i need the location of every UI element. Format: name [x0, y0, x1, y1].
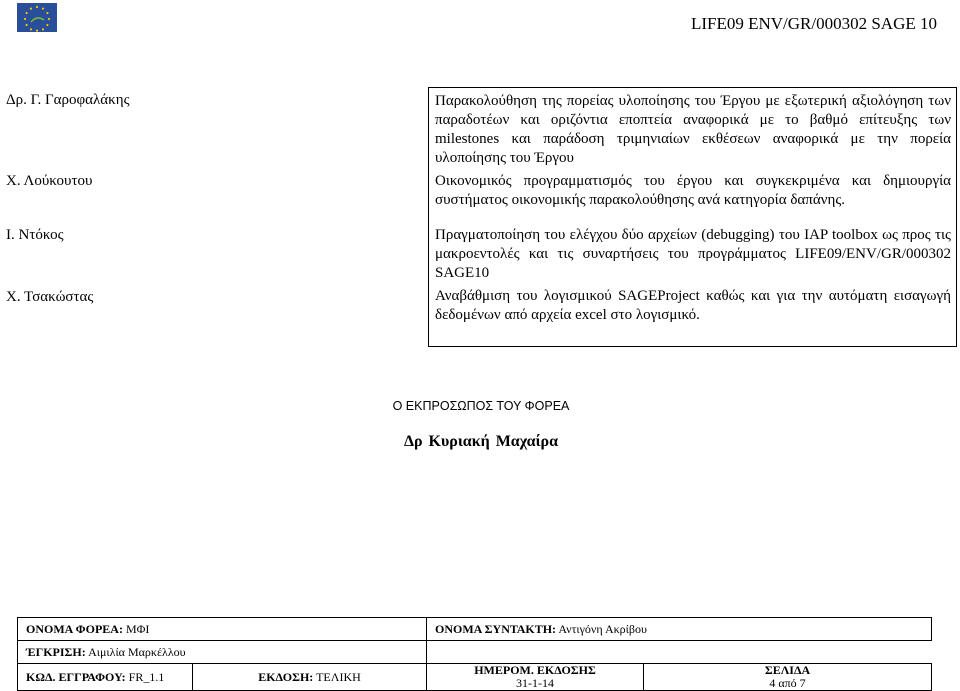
task-description: Οικονομικός προγραμματισμός του έργου και συγκεκριμένα και δημιουργία συστήματος οικονομικής παρακολούθησης ανά κατηγορία δαπάνης. — [435, 173, 951, 208]
org-cell — [18, 618, 427, 641]
date-label: ΗΜΕΡΟΜ. ΕΚΔΟΣΗΣ — [474, 663, 596, 677]
task-description: Παρακολούθηση της πορείας υλοποίησης του Έργου με εξωτερική αξιολόγηση των παραδοτέων και οριζόντια εποπτεία αναφορικά με το βαθμό επίτευξης των milestones και παράδοση τριμηνιαίων εκθέσεων αναφορικά με την πορεία υλοποίησης του Έργου — [435, 93, 951, 166]
tasks-box — [428, 87, 957, 347]
version-value: ΤΕΛΙΚΗ — [316, 669, 361, 684]
author-cell — [427, 618, 932, 641]
person-name: Χ. Λούκουτου — [6, 173, 93, 189]
org-value: ΜΦΙ — [125, 621, 150, 636]
page-cell — [644, 664, 932, 691]
empty-cell — [427, 641, 932, 664]
page-label: ΣΕΛΙΔΑ — [764, 663, 811, 677]
org-label: ΟΝΟΜΑ ΦΟΡΕΑ: — [26, 621, 123, 636]
date-value: 31-1-14 — [516, 676, 555, 690]
version-label: ΕΚΔΟΣΗ: — [258, 669, 314, 684]
person-name: Δρ. Γ. Γαροφαλάκης — [6, 92, 130, 108]
date-cell — [427, 664, 644, 691]
approval-cell — [18, 641, 427, 664]
person-name: Ι. Ντόκος — [6, 227, 64, 243]
task-description: Αναβάθμιση του λογισμικού SAGEProject καθώς και για την αυτόματη εισαγωγή δεδομένων από αρχεία excel στο λογισμικό. — [435, 288, 951, 323]
task-description: Πραγματοποίηση του ελέγχου δύο αρχείων (debugging) του IAP toolbox ως προς τις μακροεντολές και τις συναρτήσεις του προγράμματος LIFE09/ENV/GR/000302 SAGE10 — [435, 227, 951, 281]
person-name: Χ. Τσακώστας — [6, 289, 94, 305]
code-label: ΚΩΔ. ΕΓΓΡΑΦΟΥ: — [26, 669, 126, 684]
code-cell — [18, 664, 193, 691]
document-code: LIFE09 ENV/GR/000302 SAGE 10 — [690, 14, 937, 33]
page-value: 4 από 7 — [769, 676, 806, 690]
document-footer-table — [17, 617, 932, 691]
code-value: FR_1.1 — [128, 669, 165, 684]
author-value: Αντιγόνη Ακρίβου — [558, 621, 647, 636]
approval-value: Αιμιλία Μαρκέλλου — [88, 644, 186, 659]
representative-title: Ο ΕΚΠΡΟΣΩΠΟΣ ΤΟΥ ΦΟΡΕΑ — [392, 399, 570, 413]
approval-label: ΈΓΚΡΙΣΗ: — [26, 644, 86, 659]
version-cell — [193, 664, 427, 691]
life-eu-logo — [17, 3, 57, 32]
author-label: ΟΝΟΜΑ ΣΥΝΤΑΚΤΗ: — [435, 621, 557, 636]
representative-name: Δρ Κυριακή Μαχαίρα — [403, 433, 559, 450]
